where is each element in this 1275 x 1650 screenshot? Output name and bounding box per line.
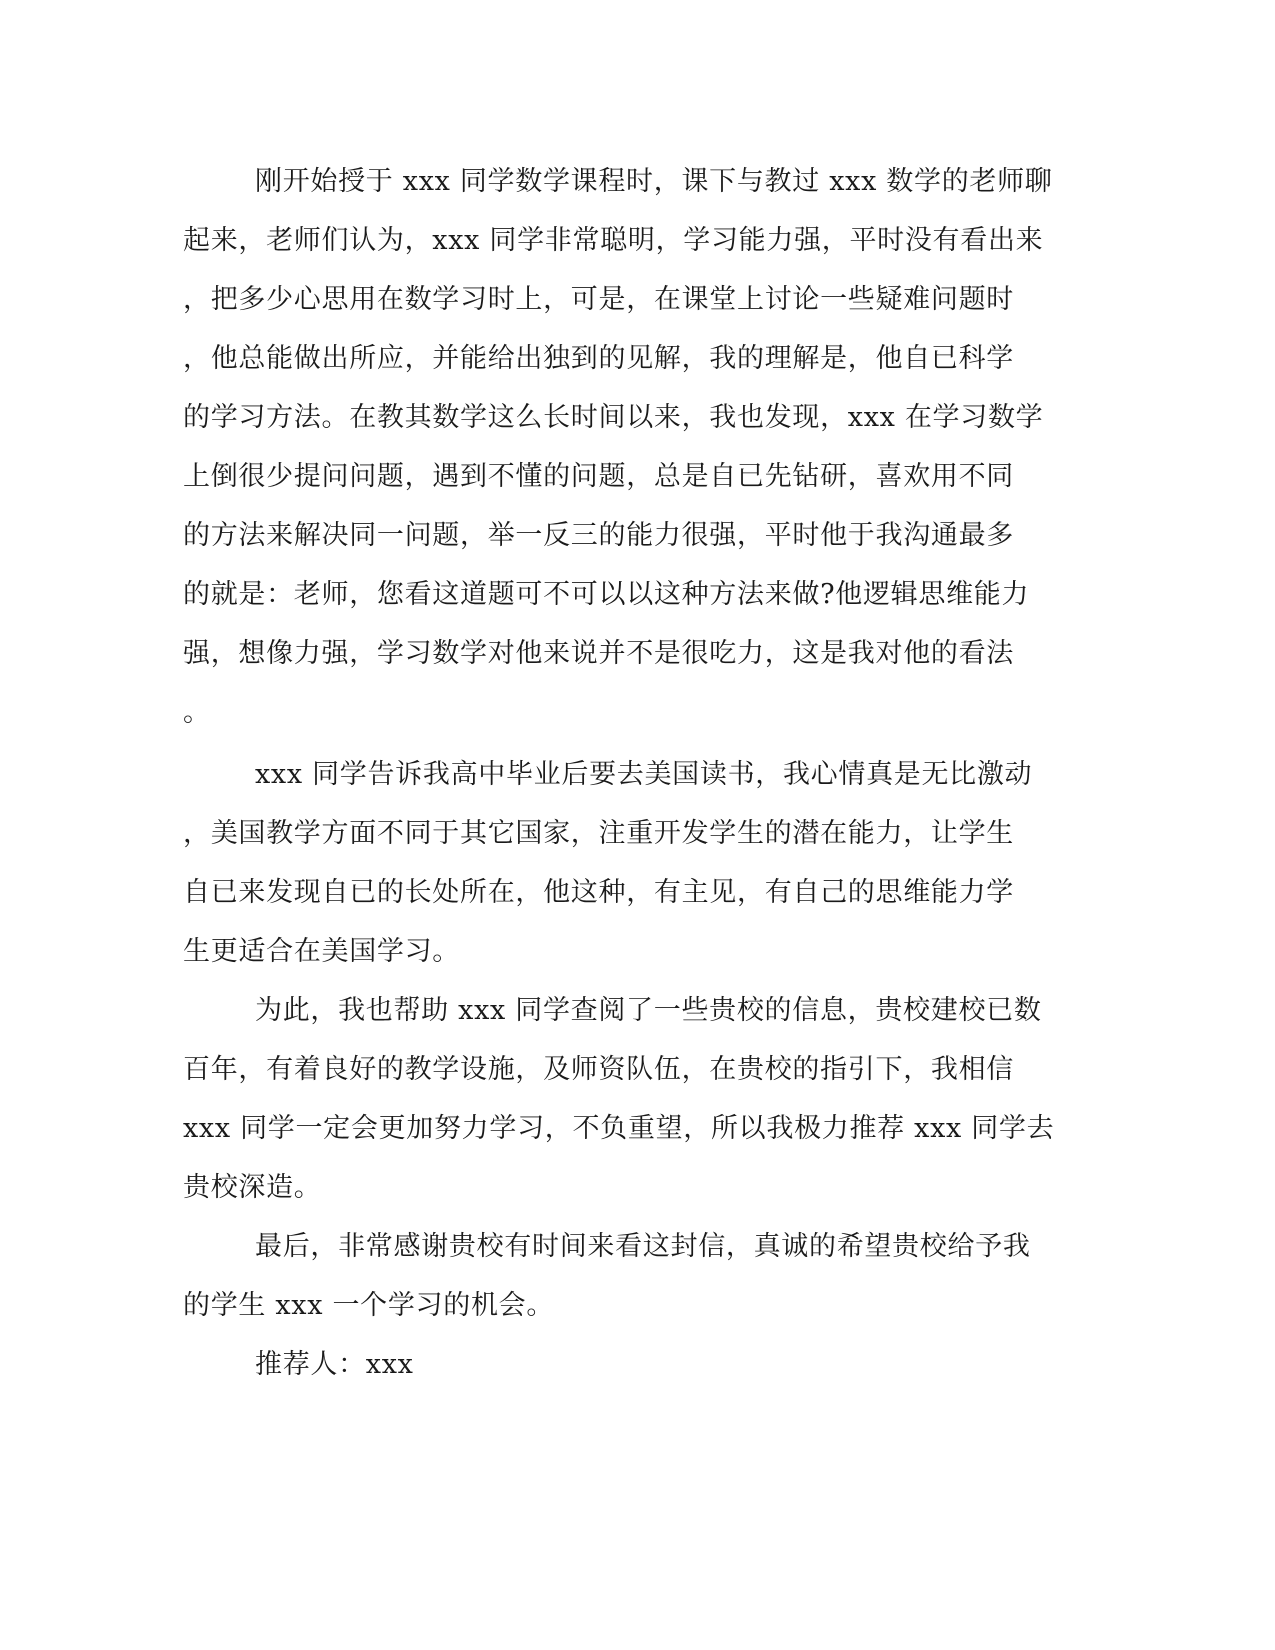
letter-body xyxy=(183,152,1055,1394)
paragraph-line: xxx 同学一定会更加努力学习，不负重望，所以我极力推荐 xxx 同学去 xyxy=(183,1113,1055,1144)
paragraph-line: 上倒很少提问问题，遇到不懂的问题，总是自已先钻研，喜欢用不同 xyxy=(183,461,1014,492)
paragraph-line: 起来，老师们认为，xxx 同学非常聪明，学习能力强，平时没有看出来 xyxy=(183,225,1044,256)
signature-line: 推荐人：xxx xyxy=(255,1349,414,1380)
signature-block xyxy=(183,1335,1043,1394)
paragraph-line: 的就是：老师，您看这道题可不可以以这种方法来做?他逻辑思维能力 xyxy=(183,579,1030,610)
paragraph-line: 的方法来解决同一问题，举一反三的能力很强，平时他于我沟通最多 xyxy=(183,520,1014,551)
paragraph-line: ，美国教学方面不同于其它国家，注重开发学生的潜在能力，让学生 xyxy=(183,818,1014,849)
paragraph-line: 最后，非常感谢贵校有时间来看这封信，真诚的希望贵校给予我 xyxy=(255,1231,1031,1262)
paragraph-line: 的学生 xxx 一个学习的机会。 xyxy=(183,1290,555,1321)
paragraph-3 xyxy=(183,981,1055,1217)
paragraph-4 xyxy=(183,1217,1043,1335)
paragraph-line: ，他总能做出所应，并能给出独到的见解，我的理解是，他自已科学 xyxy=(183,343,1014,374)
paragraph-1 xyxy=(183,152,1053,742)
paragraph-line: 。 xyxy=(183,697,211,728)
paragraph-line: 生更适合在美国学习。 xyxy=(183,936,460,967)
paragraph-line: 贵校深造。 xyxy=(183,1172,322,1203)
paragraph-line: 为此，我也帮助 xxx 同学查阅了一些贵校的信息，贵校建校已数 xyxy=(255,995,1042,1026)
paragraph-line: 百年，有着良好的教学设施，及师资队伍，在贵校的指引下，我相信 xyxy=(183,1054,1014,1085)
paragraph-line: 自已来发现自已的长处所在，他这种，有主见，有自己的思维能力学 xyxy=(183,877,1014,908)
paragraph-line: 强，想像力强，学习数学对他来说并不是很吃力，这是我对他的看法 xyxy=(183,638,1014,669)
paragraph-line: xxx 同学告诉我高中毕业后要去美国读书，我心情真是无比激动 xyxy=(255,759,1033,790)
paragraph-2 xyxy=(183,745,1043,981)
paragraph-line: 刚开始授于 xxx 同学数学课程时，课下与教过 xxx 数学的老师聊 xyxy=(255,166,1053,197)
paragraph-line: 的学习方法。在教其数学这么长时间以来，我也发现，xxx 在学习数学 xyxy=(183,402,1044,433)
paragraph-line: ，把多少心思用在数学习时上，可是，在课堂上讨论一些疑难问题时 xyxy=(183,284,1014,315)
